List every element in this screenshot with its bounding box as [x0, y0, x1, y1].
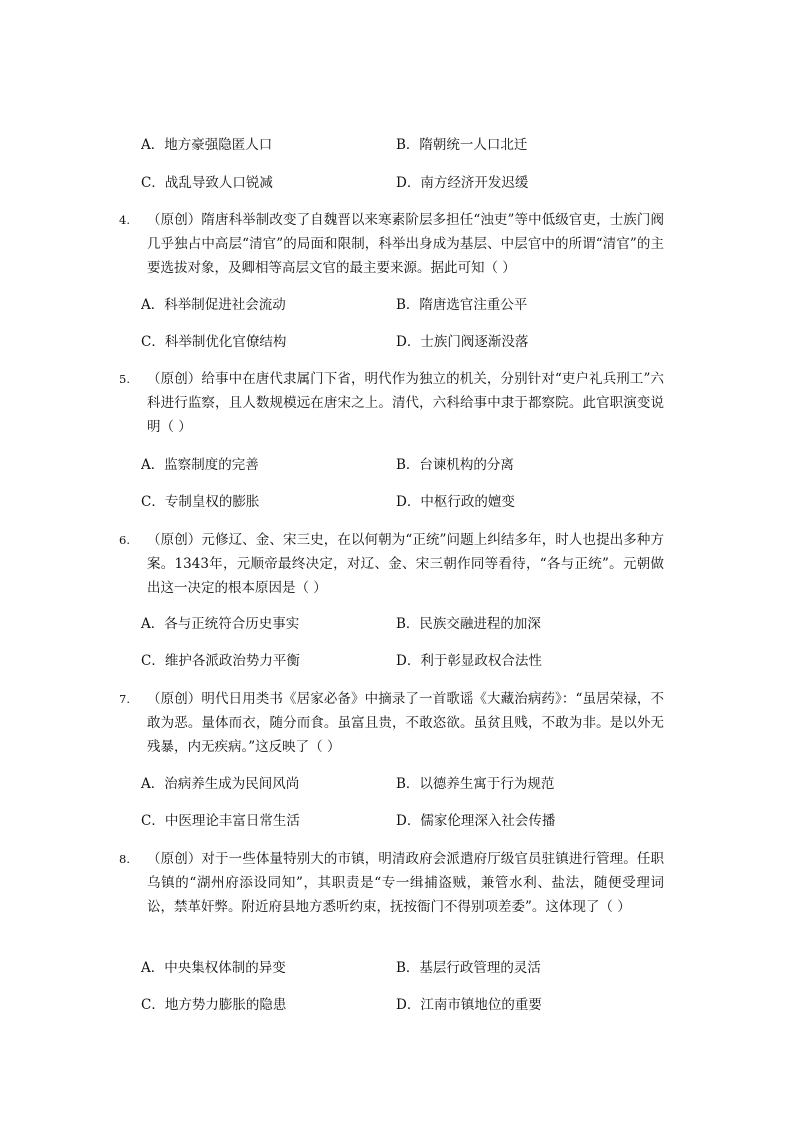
q6-option-c: C．维护各派政治势力平衡	[141, 653, 300, 669]
q4-option-d: D．士族门阀逐渐没落	[396, 334, 529, 350]
question-stem: （原创）给事中在唐代隶属门下省，明代作为独立的机关，分别针对“吏户礼兵刑工”六科进行监察，且人数规模远在唐宋之上。清代，六科给事中隶于都察院。此官职演变说明（ ）	[147, 371, 664, 435]
q8-option-c: C．地方势力膨胀的隐患	[141, 997, 287, 1013]
question-6	[119, 528, 664, 600]
question-stem: （原创）明代日用类书《居家必备》中摘录了一首歌谣《大藏治病药》：“虽居荣禄，不敢为恶。量体而衣，随分而食。虽富且贵，不敢恣欲。虽贫且贱，不敢为非。是以外无残暴，内无疾病。”这反映了（ ）	[147, 691, 664, 755]
question-number: 7.	[119, 692, 130, 706]
question-4	[119, 208, 664, 280]
question-5	[119, 367, 664, 439]
q5-option-c: C．专制皇权的膨胀	[141, 494, 260, 510]
q6-option-d: D．利于彰显政权合法性	[396, 653, 542, 669]
q8-option-d: D．江南市镇地位的重要	[396, 997, 542, 1013]
question-stem: （原创）元修辽、金、宋三史，在以何朝为“正统”问题上纠结多年，时人也提出多种方案。1343年，元顺帝最终决定，对辽、金、宋三朝作同等看待，“各与正统”。元朝做出这一决定的根本原因是（ ）	[147, 532, 664, 596]
question-stem: （原创）隋唐科举制改变了自魏晋以来寒素阶层多担任“浊吏”等中低级官吏，士族门阀几乎独占中高层“清官”的局面和限制，科举出身成为基层、中层官中的所谓“清官”的主要选拔对象，及卿相等高层文官的最主要来源。据此可知（ ）	[147, 212, 664, 276]
q7-option-b: B．以德养生寓于行为规范	[396, 776, 555, 792]
q3-option-a: A．地方豪强隐匿人口	[141, 137, 273, 153]
q7-option-a: A．治病养生成为民间风尚	[141, 776, 300, 792]
q8-option-a: A．中央集权体制的异变	[141, 960, 286, 976]
q3-option-b: B．隋朝统一人口北迁	[396, 137, 528, 153]
q5-option-b: B．台谏机构的分离	[396, 457, 514, 473]
q7-option-d: D．儒家伦理深入社会传播	[396, 813, 556, 829]
q4-option-c: C．科举制优化官僚结构	[141, 334, 287, 350]
question-stem: （原创）对于一些体量特别大的市镇，明清政府会派遣府厅级官员驻镇进行管理。任职乌镇的“湖州府添设同知”，其职责是“专一缉捕盗贼，兼管水利、盐法，随便受理词讼，禁革奸弊。附近府县地方悉听约束，抚按衙门不得别项差委”。这体现了（ ）	[147, 851, 664, 915]
q6-option-b: B．民族交融进程的加深	[396, 616, 541, 632]
question-number: 6.	[119, 533, 130, 547]
q5-option-a: A．监察制度的完善	[141, 457, 259, 473]
q8-option-b: B．基层行政管理的灵活	[396, 960, 541, 976]
question-number: 5.	[119, 372, 130, 386]
question-number: 8.	[119, 852, 130, 866]
q4-option-a: A．科举制促进社会流动	[141, 297, 286, 313]
q7-option-c: C．中医理论丰富日常生活	[141, 813, 300, 829]
q6-option-a: A．各与正统符合历史事实	[141, 616, 300, 632]
q5-option-d: D．中枢行政的嬗变	[396, 494, 515, 510]
question-8	[119, 847, 664, 919]
question-number: 4.	[119, 213, 130, 227]
q3-option-c: C．战乱导致人口锐减	[141, 175, 273, 191]
question-7	[119, 687, 664, 759]
q3-option-d: D．南方经济开发迟缓	[396, 175, 529, 191]
q4-option-b: B．隋唐选官注重公平	[396, 297, 528, 313]
